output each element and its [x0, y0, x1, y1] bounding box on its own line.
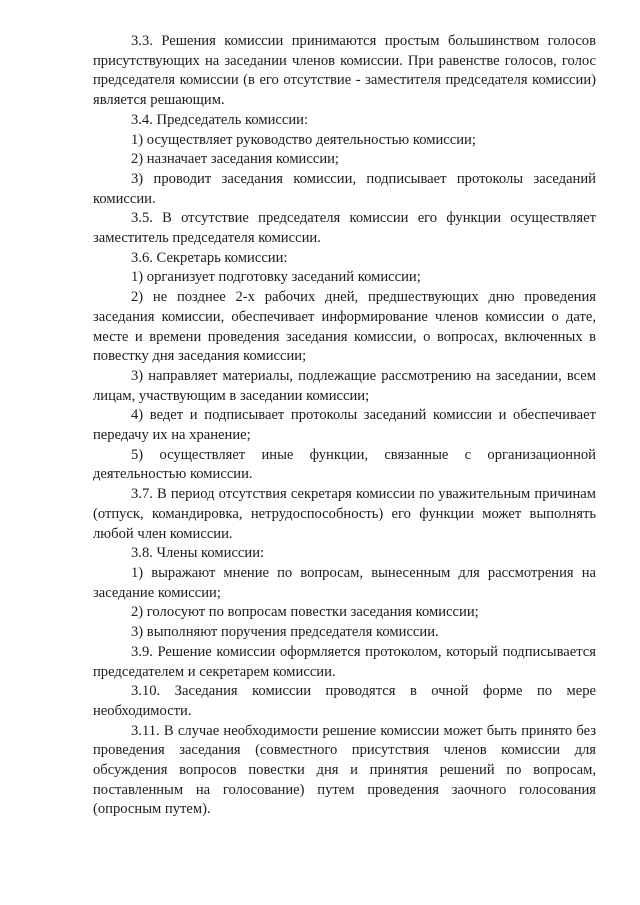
- paragraph-3-6-item-2: 2) не позднее 2-х рабочих дней, предшествующих дню проведения заседания комиссии, обеспечивает информирование членов комиссии о дате, месте и времени проведения заседания комиссии, о вопросах, включенных в повестку дня заседания комиссии;: [93, 289, 596, 365]
- paragraph-3-8-item-2: 2) голосуют по вопросам повестки заседания комиссии;: [131, 604, 479, 621]
- paragraph-3-5: 3.5. В отсутствие председателя комиссии его функции осуществляет заместитель председателя комиссии.: [93, 210, 596, 247]
- paragraph-3-4-item-2: 2) назначает заседания комиссии;: [131, 151, 339, 168]
- paragraph-3-9: 3.9. Решение комиссии оформляется протоколом, который подписывается председателем и секретарем комиссии.: [93, 643, 596, 680]
- document-body: [93, 32, 596, 820]
- paragraph-3-6-item-3: 3) направляет материалы, подлежащие рассмотрению на заседании, всем лицам, участвующим в заседании комиссии;: [93, 367, 596, 404]
- paragraph-3-6-item-5: 5) осуществляет иные функции, связанные с организационной деятельностью комиссии.: [93, 446, 596, 483]
- paragraph-3-8-item-1: 1) выражают мнение по вопросам, вынесенным для рассмотрения на заседание комиссии;: [93, 564, 596, 601]
- paragraph-3-10: 3.10. Заседания комиссии проводятся в очной форме по мере необходимости.: [93, 683, 596, 719]
- paragraph-3-6-item-4: 4) ведет и подписывает протоколы заседаний комиссии и обеспечивает передачу их на хранение;: [93, 407, 596, 444]
- paragraph-3-3: 3.3. Решения комиссии принимаются простым большинством голосов присутствующих на заседании членов комиссии. При равенстве голосов, голос председателя комиссии (в его отсутствие - заместителя председателя комиссии) является решающим.: [93, 33, 596, 109]
- paragraph-3-11: 3.11. В случае необходимости решение комиссии может быть принято без проведения заседания (совместного присутствия членов комиссии для обсуждения вопросов повестки дня и принятия решений по вопросам, поставленным на голосование) путем проведения заочного голосования (опросным путем).: [93, 722, 596, 818]
- paragraph-3-4-item-3: 3) проводит заседания комиссии, подписывает протоколы заседаний комиссии.: [93, 170, 596, 207]
- paragraph-3-7: 3.7. В период отсутствия секретаря комиссии по уважительным причинам (отпуск, командировка, нетрудоспособность) его функции может выполнять любой член комиссии.: [93, 486, 596, 542]
- paragraph-3-8-item-3: 3) выполняют поручения председателя комиссии.: [131, 624, 439, 641]
- paragraph-3-6-heading: 3.6. Секретарь комиссии:: [131, 249, 288, 266]
- paragraph-3-6-item-1: 1) организует подготовку заседаний комиссии;: [131, 269, 421, 286]
- paragraph-3-8-heading: 3.8. Члены комиссии:: [131, 545, 265, 562]
- paragraph-3-4-item-1: 1) осуществляет руководство деятельностью комиссии;: [131, 131, 476, 148]
- paragraph-3-4-heading: 3.4. Председатель комиссии:: [131, 111, 309, 128]
